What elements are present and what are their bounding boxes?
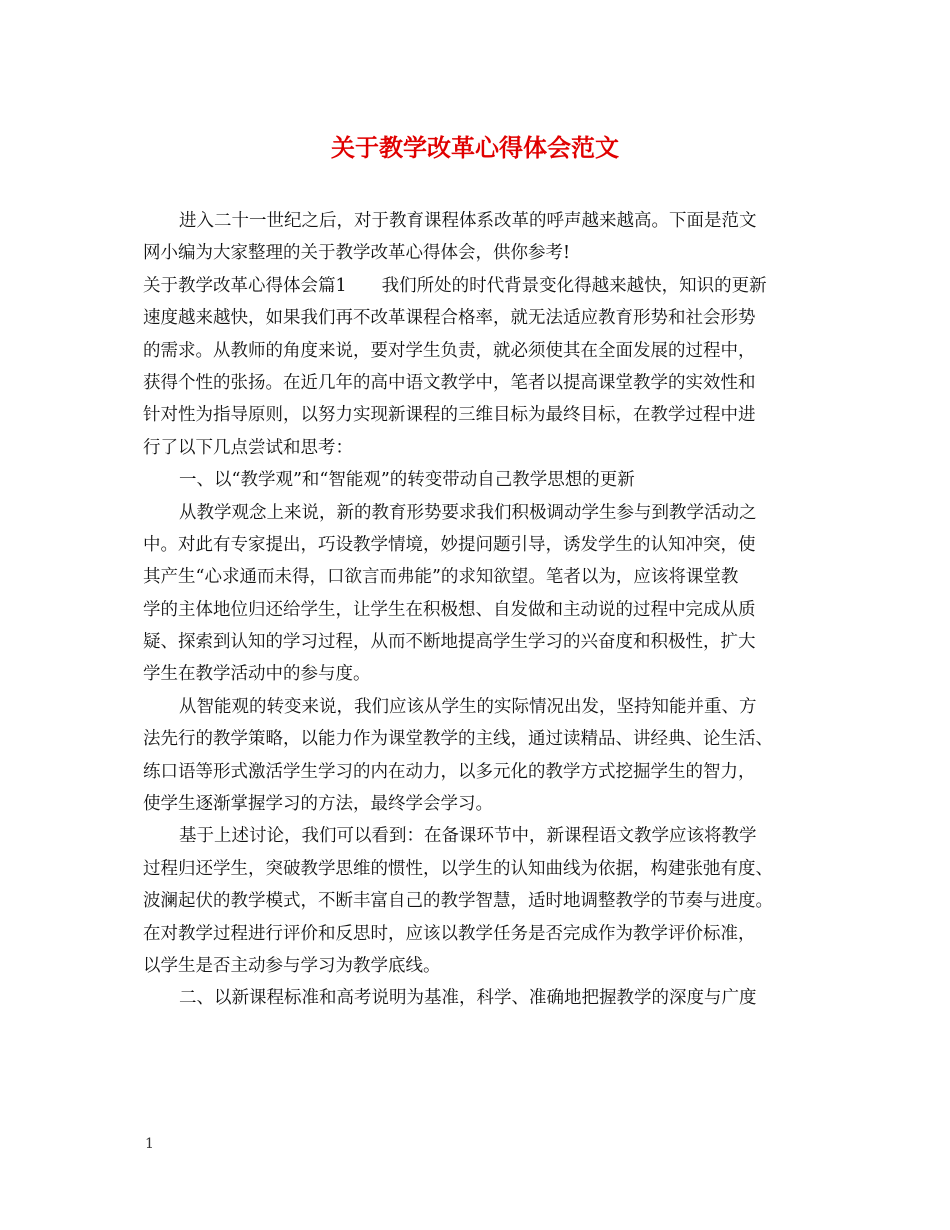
text-line: 的需求。从教师的角度来说，要对学生负责，就必须使其在全面发展的过程中， (143, 340, 756, 361)
text-line: 中。对此有专家提出，巧设教学情境，妙提问题引导，诱发学生的认知冲突，使 (143, 534, 756, 555)
text-line: 在对教学过程进行评价和反思时，应该以教学任务是否完成作为教学评价标准， (143, 923, 756, 944)
text-line: 网小编为大家整理的关于教学改革心得体会，供你参考! (143, 243, 571, 264)
page-number: 1 (145, 1136, 154, 1152)
text-line: 针对性为指导原则，以努力实现新课程的三维目标为最终目标，在教学过程中进 (143, 405, 756, 426)
text-line: 获得个性的张扬。在近几年的高中语文教学中，笔者以提高课堂教学的实效性和 (143, 372, 756, 393)
section-heading: 一、以“教学观”和“智能观”的转变带动自己教学思想的更新 (179, 470, 635, 491)
text-line: 学的主体地位归还给学生，让学生在积极想、自发做和主动说的过程中完成从质 (143, 599, 756, 620)
text-line: 疑、探索到认知的学习过程，从而不断地提高学生学习的兴奋度和积极性，扩大 (143, 632, 756, 653)
text-line: 从智能观的转变来说，我们应该从学生的实际情况出发，坚持知能并重、方 (179, 696, 757, 717)
text-line: 从教学观念上来说，新的教育形势要求我们积极调动学生参与到教学活动之 (179, 502, 757, 523)
text-line: 其产生“心求通而未得，口欲言而弗能”的求知欲望。笔者以为，应该将课堂教 (143, 567, 739, 588)
text-line: 基于上述讨论，我们可以看到：在备课环节中，新课程语文教学应该将教学 (179, 826, 757, 847)
document-title: 关于教学改革心得体会范文 (331, 133, 619, 162)
text-line: 学生在教学活动中的参与度。 (143, 664, 371, 685)
text-line: 过程归还学生，突破教学思维的惯性，以学生的认知曲线为依据，构建张弛有度、 (143, 858, 773, 879)
section-heading: 二、以新课程标准和高考说明为基准，科学、准确地把握教学的深度与广度 (179, 988, 757, 1009)
text-line: 速度越来越快，如果我们再不改革课程合格率，就无法适应教育形势和社会形势 (143, 308, 756, 329)
text-line: 进入二十一世纪之后，对于教育课程体系改革的呼声越来越高。下面是范文 (179, 211, 757, 231)
text-line: 波澜起伏的教学模式，不断丰富自己的教学智慧，适时地调整教学的节奏与进度。 (143, 891, 773, 912)
text-line: 关于教学改革心得体会篇1 我们所处的时代背景变化得越来越快，知识的更新 (143, 275, 767, 296)
text-line: 使学生逐渐掌握学习的方法，最终学会学习。 (143, 794, 493, 815)
document-body (143, 205, 843, 1015)
text-line: 法先行的教学策略，以能力作为课堂教学的主线，通过读精品、讲经典、论生活、 (143, 729, 773, 750)
text-line: 以学生是否主动参与学习为教学底线。 (143, 955, 441, 976)
text-line: 行了以下几点尝试和思考： (143, 437, 353, 458)
text-line: 练口语等形式激活学生学习的内在动力，以多元化的教学方式挖掘学生的智力， (143, 761, 756, 782)
